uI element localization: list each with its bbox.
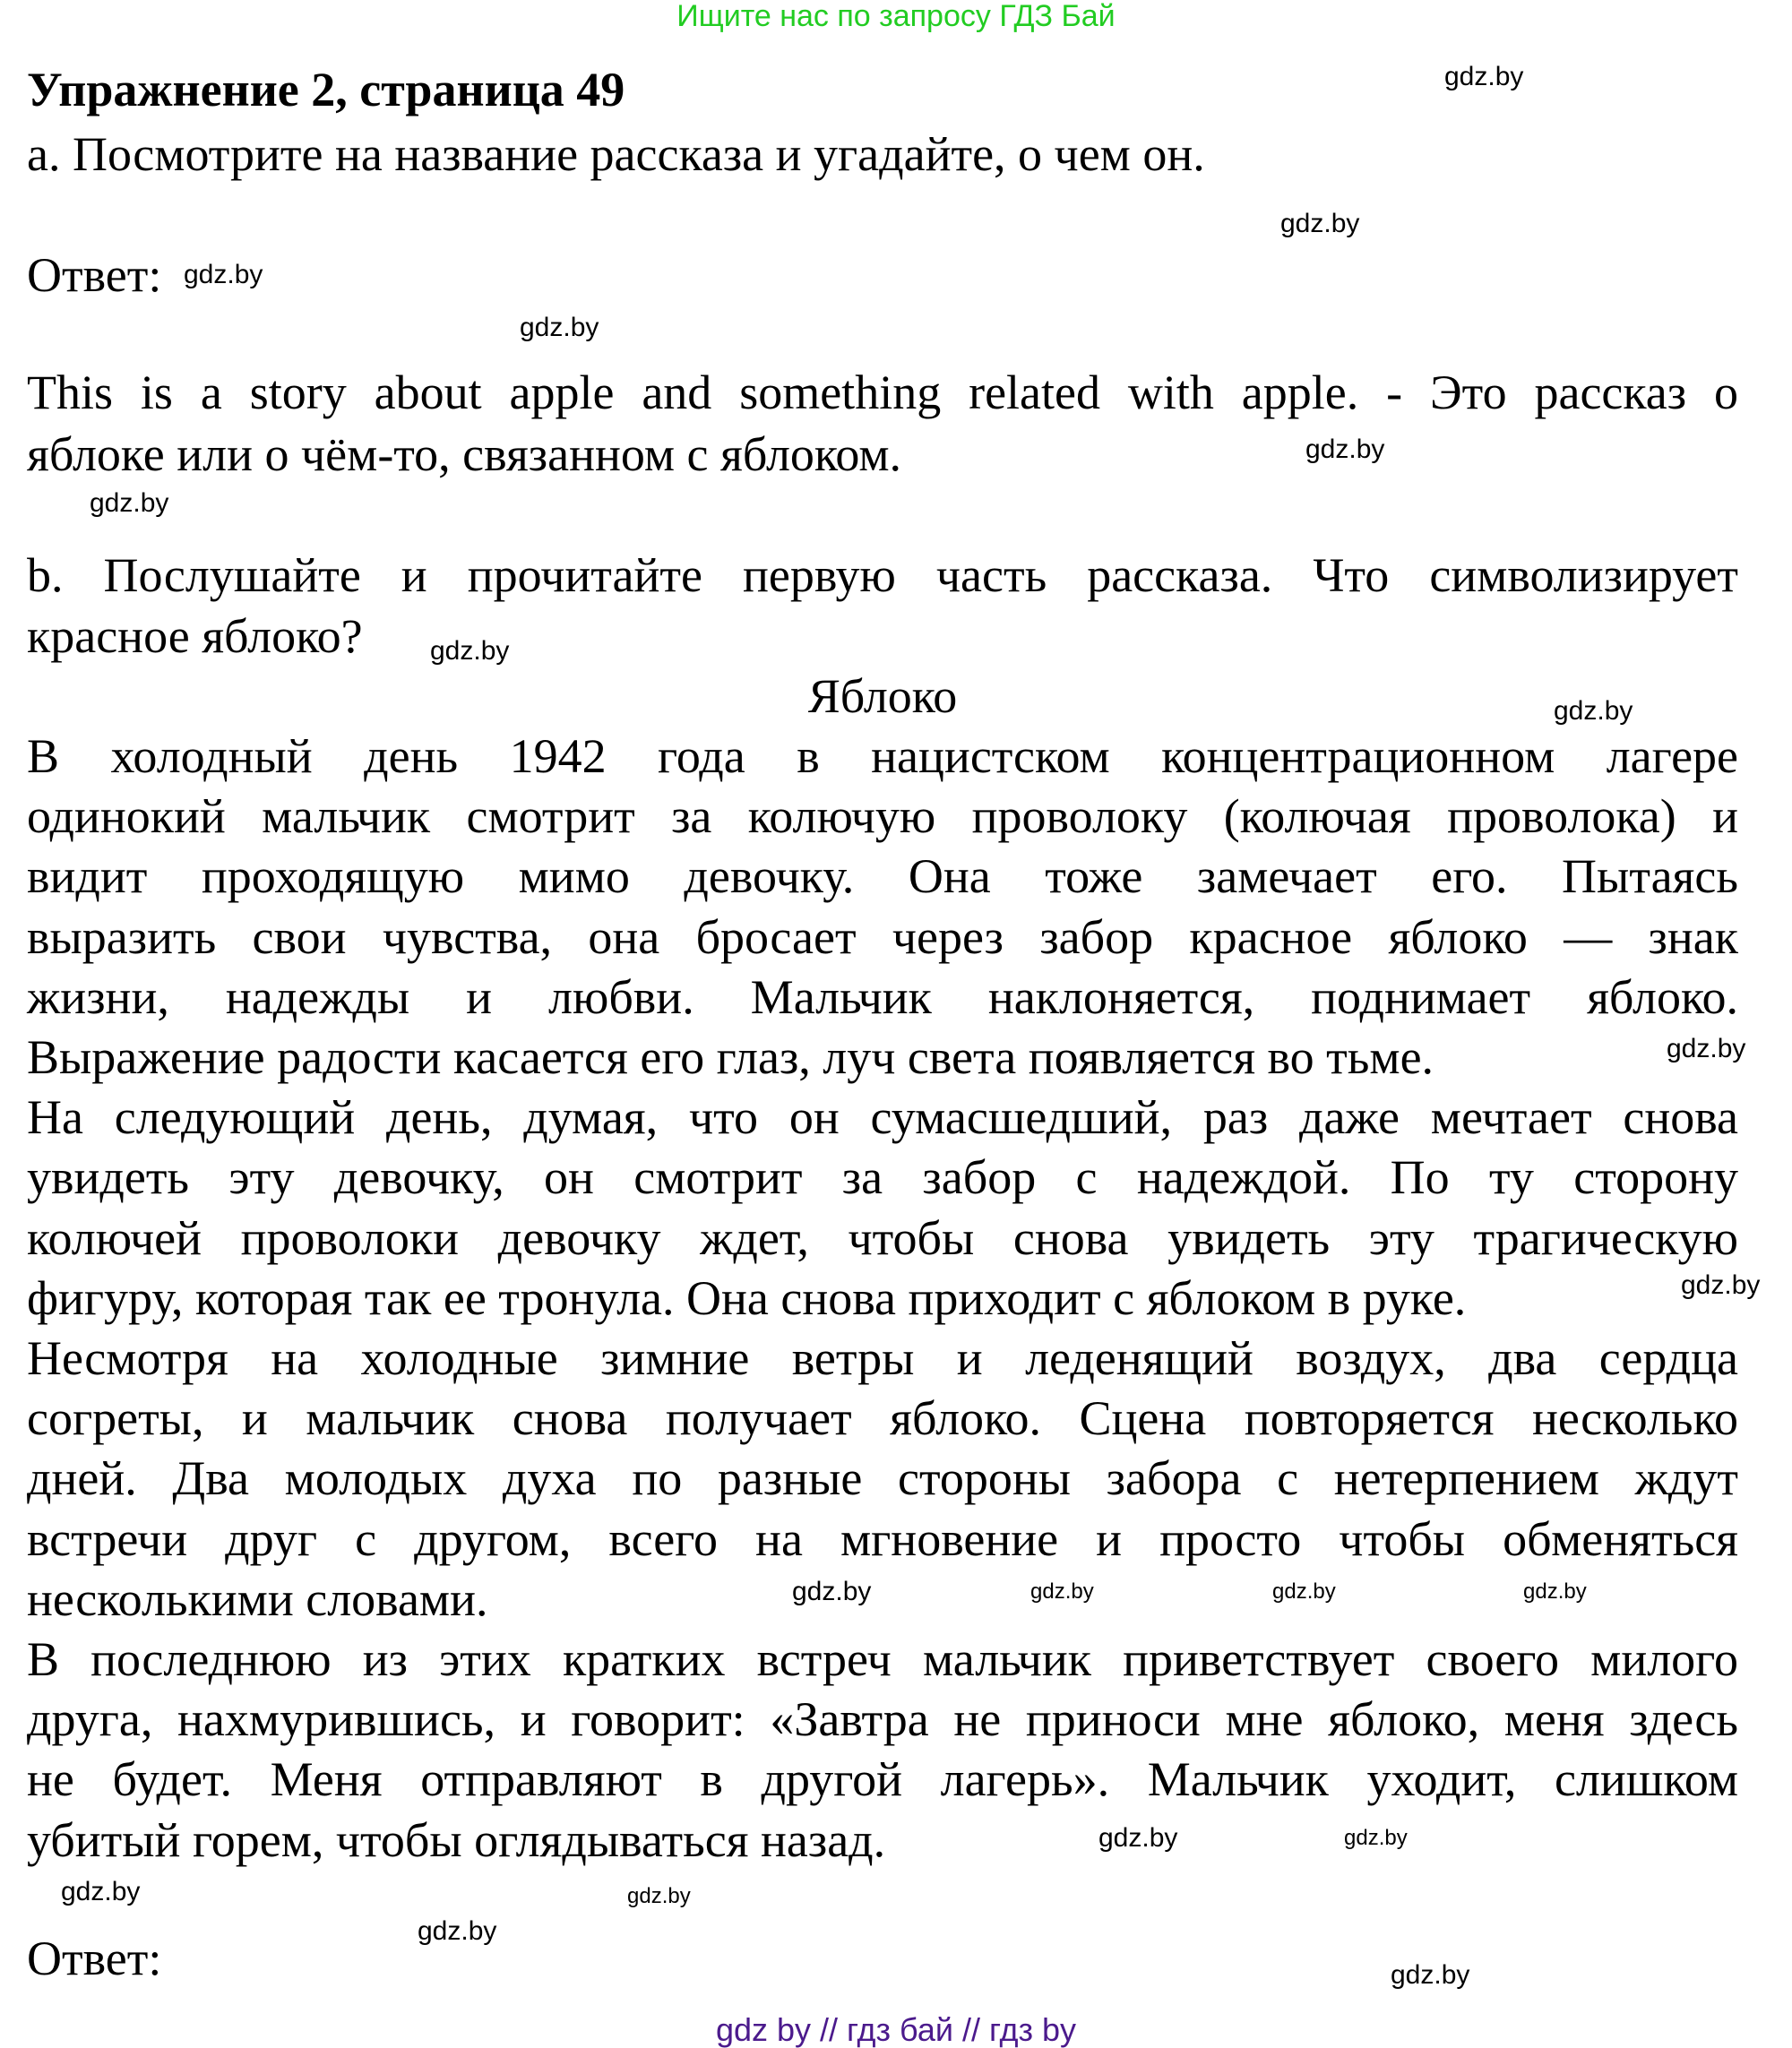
watermark: gdz.by — [1667, 1034, 1746, 1063]
story-line: выразить свои чувства, она бросает через забор красное яблоко — знак — [27, 909, 1738, 964]
task-b-line: красное яблоко? — [27, 609, 363, 663]
watermark: gdz.by — [1391, 1960, 1470, 1990]
story-line: На следующий день, думая, что он сумасшедший, раз даже мечтает снова — [27, 1090, 1738, 1145]
watermark: gdz.by — [520, 313, 599, 342]
task-b-line: b. Послушайте и прочитайте первую часть рассказа. Что символизирует — [27, 548, 1738, 602]
story-line: увидеть эту девочку, он смотрит за забор с надеждой. По ту сторону — [27, 1150, 1738, 1205]
answer-label: Ответ: — [27, 1932, 162, 1985]
footer-links[interactable]: gdz by // гдз бай // гдз by — [715, 2011, 1077, 2048]
story-line: В холодный день 1942 года в нацистском концентрационном лагере — [27, 729, 1738, 783]
watermark: gdz.by — [627, 1884, 691, 1908]
watermark: gdz.by — [430, 636, 510, 666]
story-line: В последнюю из этих кратких встреч мальчик приветствует своего милого — [27, 1632, 1738, 1686]
story-line: согреты, и мальчик снова получает яблоко. Сцена повторяется несколько — [27, 1391, 1738, 1446]
story-line: дней. Два молодых духа по разные стороны забора с нетерпением ждут — [27, 1451, 1738, 1506]
story-title: Яблоко — [807, 669, 958, 723]
watermark: gdz.by — [1523, 1579, 1587, 1604]
story-line: не будет. Меня отправляют в другой лагерь». Мальчик уходит, слишком — [27, 1752, 1738, 1807]
watermark: gdz.by — [1098, 1823, 1178, 1853]
story-line: одинокий мальчик смотрит за колючую проволоку (колючая проволока) и — [27, 789, 1738, 844]
story-line: Несмотря на холодные зимние ветры и леденящий воздух, два сердца — [27, 1331, 1738, 1385]
answer-a-line: This is a story about apple and something related with apple. - Это рассказ о — [27, 366, 1738, 419]
watermark: gdz.by — [1305, 435, 1385, 464]
story-line: фигуру, которая так ее тронула. Она снова приходит с яблоком в руке. — [27, 1270, 1467, 1325]
story-line: жизни, надежды и любви. Мальчик наклоняется, поднимает яблоко. — [27, 969, 1738, 1024]
watermark: gdz.by — [1681, 1270, 1761, 1300]
story-line: несколькими словами. — [27, 1571, 488, 1626]
story-line: друга, нахмурившись, и говорит: «Завтра не приноси мне яблоко, меня здесь — [27, 1692, 1738, 1747]
watermark: gdz.by — [1280, 209, 1360, 238]
task-a: a. Посмотрите на название рассказа и угадайте, о чем он. — [27, 127, 1205, 181]
watermark: gdz.by — [792, 1577, 872, 1606]
watermark: gdz.by — [418, 1916, 497, 1946]
story-line: встречи друг с другом, всего на мгновение и просто чтобы обменяться — [27, 1511, 1738, 1566]
answer-label: Ответ: — [27, 248, 162, 302]
watermark: gdz.by — [61, 1877, 141, 1906]
watermark: gdz.by — [1272, 1579, 1336, 1604]
story-line: колючей проволоки девочку ждет, чтобы снова увидеть эту трагическую — [27, 1210, 1738, 1265]
story-line: Выражение радости касается его глаз, луч света появляется во тьме. — [27, 1030, 1434, 1084]
page-title: Упражнение 2, страница 49 — [27, 63, 625, 116]
story-line: убитый горем, чтобы оглядываться назад. — [27, 1812, 886, 1867]
search-banner: Ищите нас по запросу ГДЗ Бай — [676, 0, 1116, 33]
watermark: gdz.by — [1444, 62, 1524, 91]
story-line: видит проходящую мимо девочку. Она тоже замечает его. Пытаясь — [27, 849, 1738, 904]
watermark: gdz.by — [1344, 1826, 1408, 1850]
watermark: gdz.by — [90, 488, 169, 518]
watermark: gdz.by — [1554, 696, 1633, 726]
answer-a-line: яблоке или о чём-то, связанном с яблоком. — [27, 427, 902, 481]
watermark: gdz.by — [1030, 1579, 1094, 1604]
watermark: gdz.by — [184, 260, 263, 289]
